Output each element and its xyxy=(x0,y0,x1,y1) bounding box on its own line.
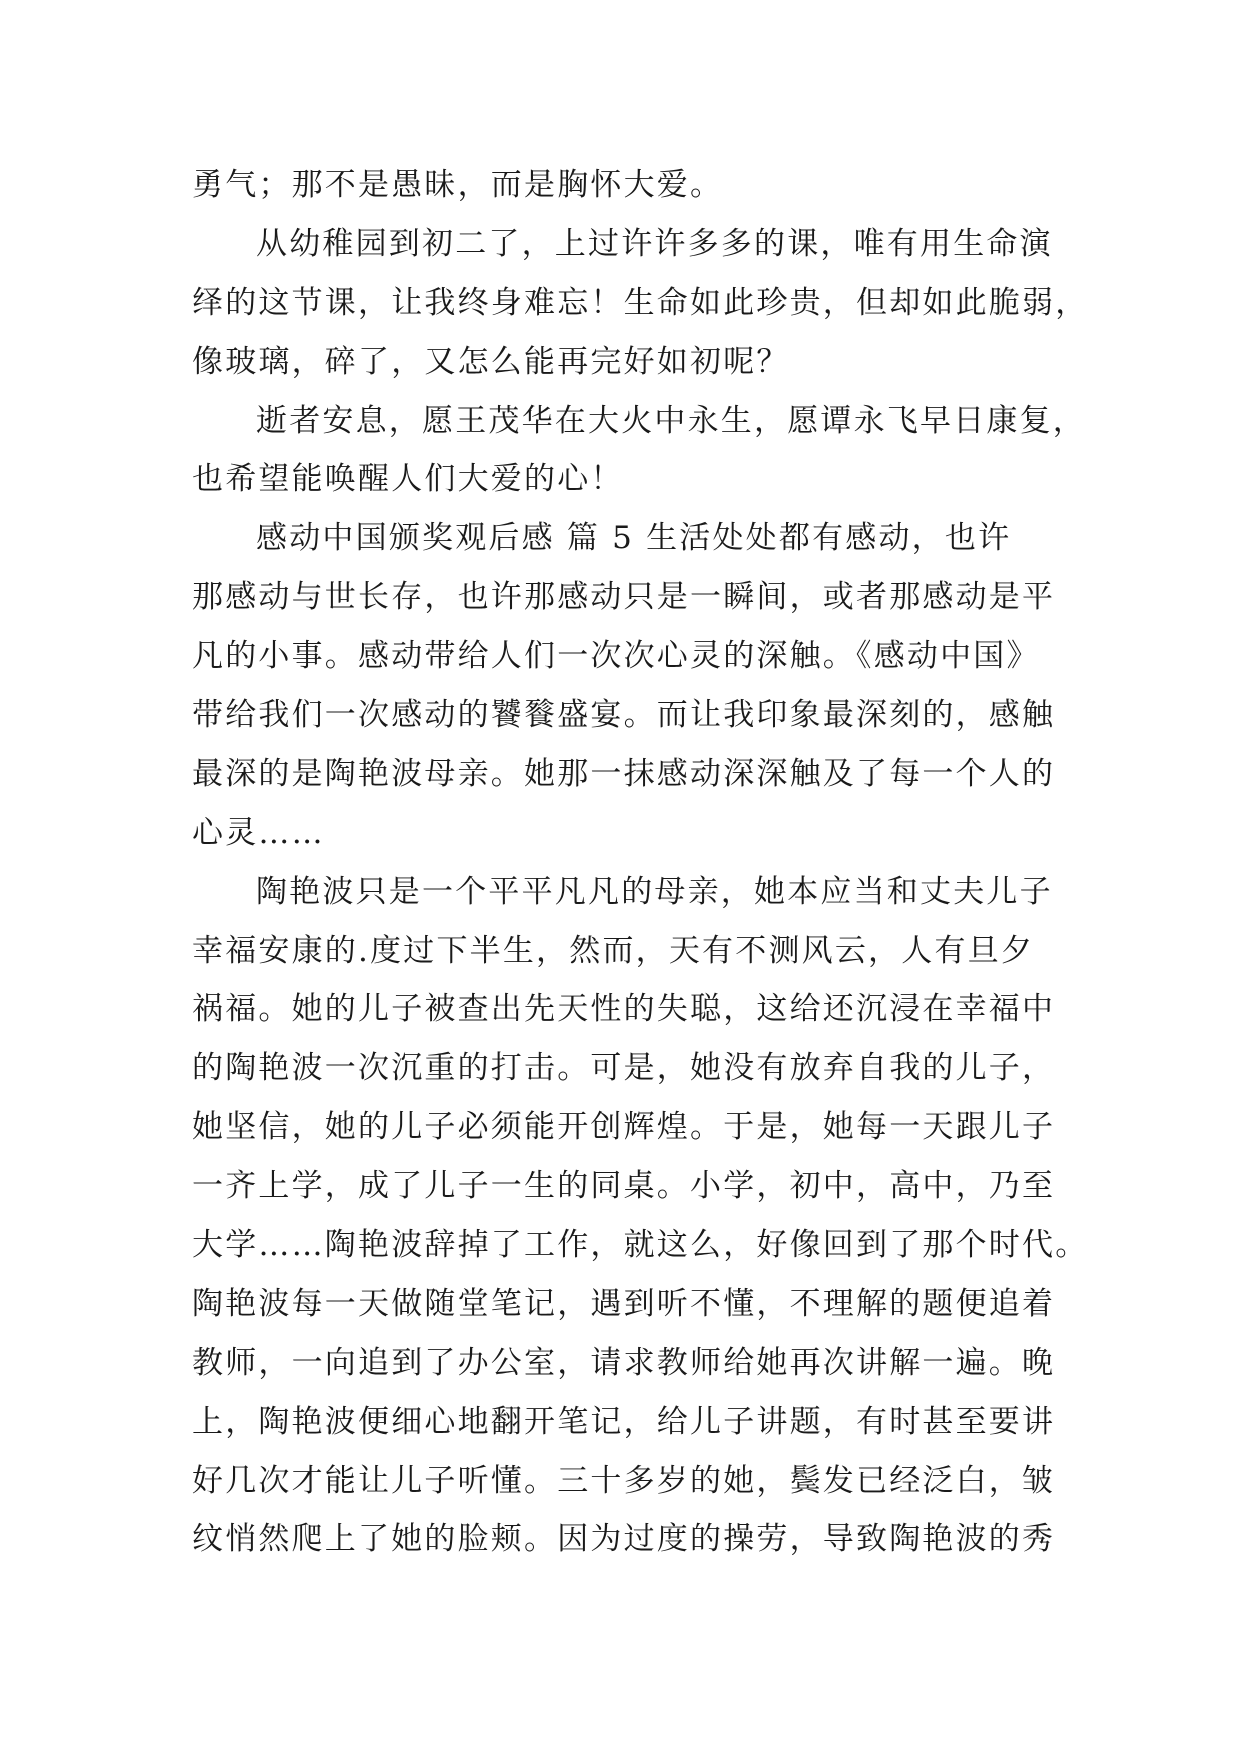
text-line: 绎的这节课，让我终身难忘！生命如此珍贵，但却如此脆弱， xyxy=(192,284,1089,321)
text-line: 一齐上学，成了儿子一生的同桌。小学，初中，高中，乃至 xyxy=(192,1168,1056,1205)
document-body xyxy=(192,156,1089,1569)
text-line: 陶艳波只是一个平平凡凡的母亲，她本应当和丈夫儿子 xyxy=(256,873,1053,910)
text-line: 好几次才能让儿子听懂。三十多岁的她，鬓发已经泛白，皱 xyxy=(192,1462,1056,1499)
text-line: 带给我们一次感动的饕餮盛宴。而让我印象最深刻的，感触 xyxy=(192,697,1056,734)
text-line: 心灵…… xyxy=(192,814,325,851)
text-line: 从幼稚园到初二了，上过许许多多的课，唯有用生命演 xyxy=(256,225,1053,262)
text-line: 大学……陶艳波辞掉了工作，就这么，好像回到了那个时代。 xyxy=(192,1227,1089,1264)
text-line: 的陶艳波一次沉重的打击。可是，她没有放弃自我的儿子， xyxy=(192,1050,1056,1087)
text-line: 那感动与世长存，也许那感动只是一瞬间，或者那感动是平 xyxy=(192,579,1056,616)
text-line: 幸福安康的.度过下半生，然而，天有不测风云，人有旦夕 xyxy=(192,932,1035,969)
text-line: 她坚信，她的儿子必须能开创辉煌。于是，她每一天跟儿子 xyxy=(192,1109,1056,1146)
text-line: 教师，一向追到了办公室，请求教师给她再次讲解一遍。晚 xyxy=(192,1344,1056,1381)
text-line: 最深的是陶艳波母亲。她那一抹感动深深触及了每一个人的 xyxy=(192,755,1056,792)
text-line: 逝者安息，愿王茂华在大火中永生，愿谭永飞早日康复， xyxy=(256,402,1086,439)
text-line: 陶艳波每一天做随堂笔记，遇到听不懂，不理解的题便追着 xyxy=(192,1285,1056,1322)
text-line: 上，陶艳波便细心地翻开笔记，给儿子讲题，有时甚至要讲 xyxy=(192,1403,1056,1440)
text-line: 勇气；那不是愚昧，而是胸怀大爱。 xyxy=(192,167,724,203)
text-line: 纹悄然爬上了她的脸颊。因为过度的操劳，导致陶艳波的秀 xyxy=(192,1521,1056,1558)
text-line: 也希望能唤醒人们大爱的心！ xyxy=(192,461,624,498)
text-line: 凡的小事。感动带给人们一次次心灵的深触。《感动中国》 xyxy=(192,638,1040,675)
text-line: 感动中国颁奖观后感 篇 5 生活处处都有感动，也许 xyxy=(256,520,1012,557)
text-line: 像玻璃，碎了，又怎么能再完好如初呢？ xyxy=(192,343,790,380)
text-line: 祸福。她的儿子被查出先天性的失聪，这给还沉浸在幸福中 xyxy=(192,991,1056,1028)
